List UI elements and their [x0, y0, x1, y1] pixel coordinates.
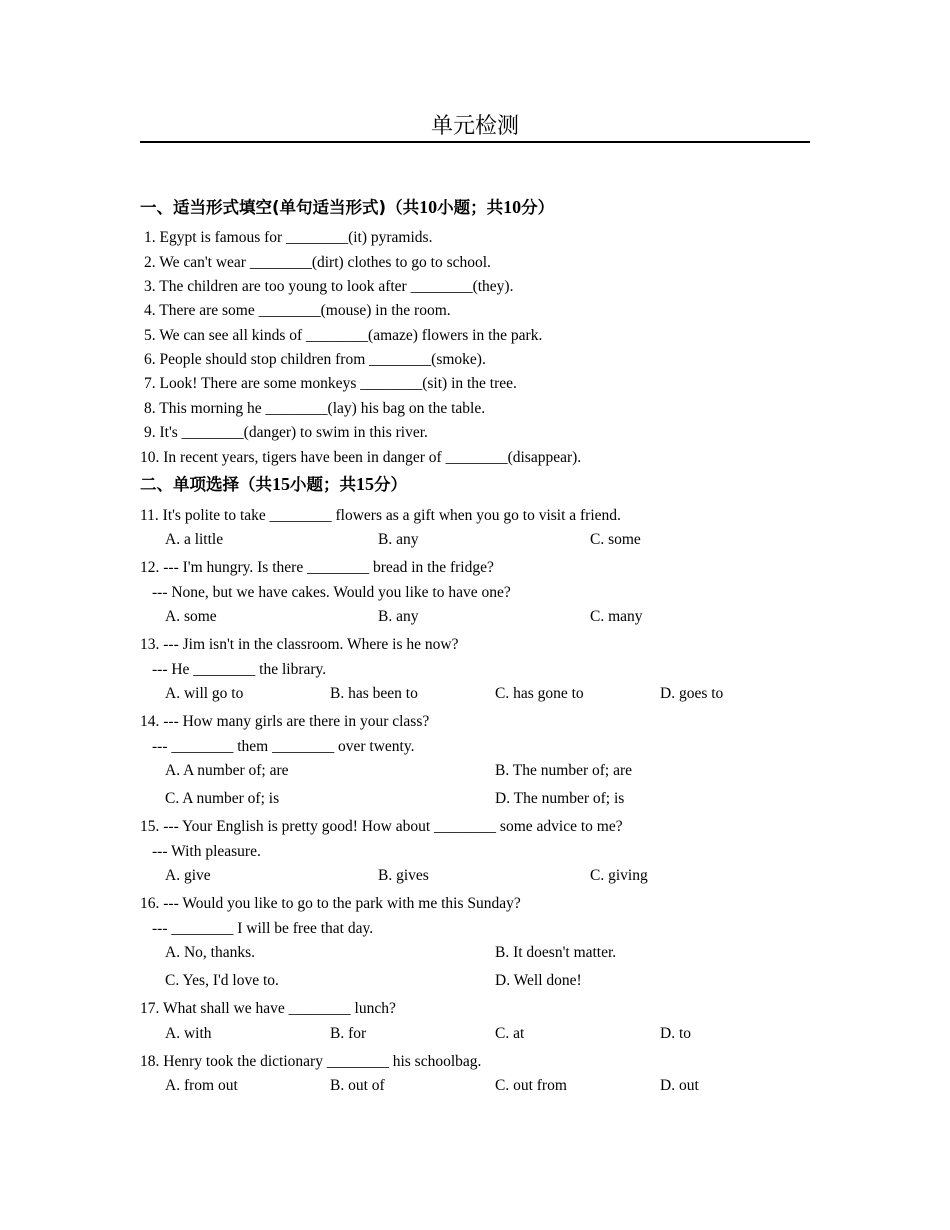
fill-item: 4. There are some ________(mouse) in the room. — [144, 302, 451, 319]
fill-item: 9. It's ________(danger) to swim in this river. — [144, 424, 428, 441]
answer-option: B. out of — [330, 1077, 385, 1094]
answer-option: A. will go to — [165, 685, 244, 702]
question-response: --- With pleasure. — [152, 843, 261, 860]
section-1-heading-suffix: 分） — [521, 198, 555, 217]
answer-option: B. any — [378, 608, 419, 625]
answer-option: C. has gone to — [495, 685, 584, 702]
answer-option: C. many — [590, 608, 643, 625]
page-title: 单元检测 — [430, 114, 519, 139]
question-stem: 11. It's polite to take ________ flowers as a gift when you go to visit a friend. — [140, 507, 621, 524]
answer-option: A. some — [165, 608, 217, 625]
answer-option: B. It doesn't matter. — [495, 944, 617, 961]
answer-option: B. for — [330, 1025, 367, 1042]
section-2-heading-suffix: 分） — [374, 475, 407, 494]
question-stem: 14. --- How many girls are there in your class? — [140, 713, 430, 730]
fill-item: 3. The children are too young to look after ________(they). — [144, 278, 514, 295]
section-1-score: 10 — [503, 197, 522, 217]
question-response: --- ________ I will be free that day. — [152, 920, 374, 937]
answer-option: B. any — [378, 531, 419, 548]
section-2-score: 15 — [356, 474, 374, 494]
section-1-heading-mid: 小题；共 — [437, 198, 504, 217]
answer-option: D. to — [660, 1025, 691, 1042]
answer-option: A. give — [165, 867, 211, 884]
answer-option: B. The number of; are — [495, 762, 633, 779]
fill-item: 6. People should stop children from ________(smoke). — [144, 351, 486, 368]
section-2-count: 15 — [272, 474, 290, 494]
fill-item: 1. Egypt is famous for ________(it) pyramids. — [144, 229, 433, 246]
answer-option: C. some — [590, 531, 641, 548]
fill-item: 5. We can see all kinds of ________(amaze) flowers in the park. — [144, 327, 543, 344]
answer-option: C. at — [495, 1025, 525, 1042]
question-response: --- ________ them ________ over twenty. — [152, 738, 415, 755]
question-stem: 16. --- Would you like to go to the park with me this Sunday? — [140, 895, 521, 912]
question-stem: 13. --- Jim isn't in the classroom. Where is he now? — [140, 636, 459, 653]
answer-option: A. with — [165, 1025, 212, 1042]
answer-option: D. goes to — [660, 685, 724, 702]
answer-option: C. Yes, I'd love to. — [165, 972, 279, 989]
fill-item: 2. We can't wear ________(dirt) clothes to go to school. — [144, 254, 491, 271]
answer-option: A. No, thanks. — [165, 944, 255, 961]
question-response: --- He ________ the library. — [152, 661, 327, 678]
answer-option: C. out from — [495, 1077, 567, 1094]
question-stem: 15. --- Your English is pretty good! How about ________ some advice to me? — [140, 818, 623, 835]
fill-item: 7. Look! There are some monkeys ________(sit) in the tree. — [144, 375, 517, 392]
answer-option: A. a little — [165, 531, 224, 548]
answer-option: D. Well done! — [495, 972, 582, 989]
fill-item: 10. In recent years, tigers have been in danger of ________(disappear). — [140, 449, 582, 466]
question-stem: 18. Henry took the dictionary ________ his schoolbag. — [140, 1053, 482, 1070]
answer-option: B. gives — [378, 867, 429, 884]
fill-item: 8. This morning he ________(lay) his bag on the table. — [144, 400, 486, 417]
answer-option: B. has been to — [330, 685, 418, 702]
question-stem: 17. What shall we have ________ lunch? — [140, 1000, 396, 1017]
title-underline — [140, 141, 810, 143]
question-stem: 12. --- I'm hungry. Is there ________ bread in the fridge? — [140, 559, 494, 576]
section-1-count: 10 — [419, 197, 438, 217]
answer-option: C. A number of; is — [165, 790, 280, 807]
question-response: --- None, but we have cakes. Would you like to have one? — [152, 584, 511, 601]
section-2-heading — [140, 472, 407, 497]
answer-option: D. The number of; is — [495, 790, 625, 807]
answer-option: A. A number of; are — [165, 762, 289, 779]
answer-option: C. giving — [590, 867, 648, 884]
section-2-heading-prefix: 二、单项选择（共 — [140, 475, 272, 494]
answer-option: A. from out — [165, 1077, 238, 1094]
section-1-heading — [140, 195, 554, 220]
answer-option: D. out — [660, 1077, 699, 1094]
section-2-heading-mid: 小题；共 — [290, 475, 356, 494]
section-1-heading-prefix: 一、适当形式填空(单句适当形式)（共 — [140, 198, 420, 217]
